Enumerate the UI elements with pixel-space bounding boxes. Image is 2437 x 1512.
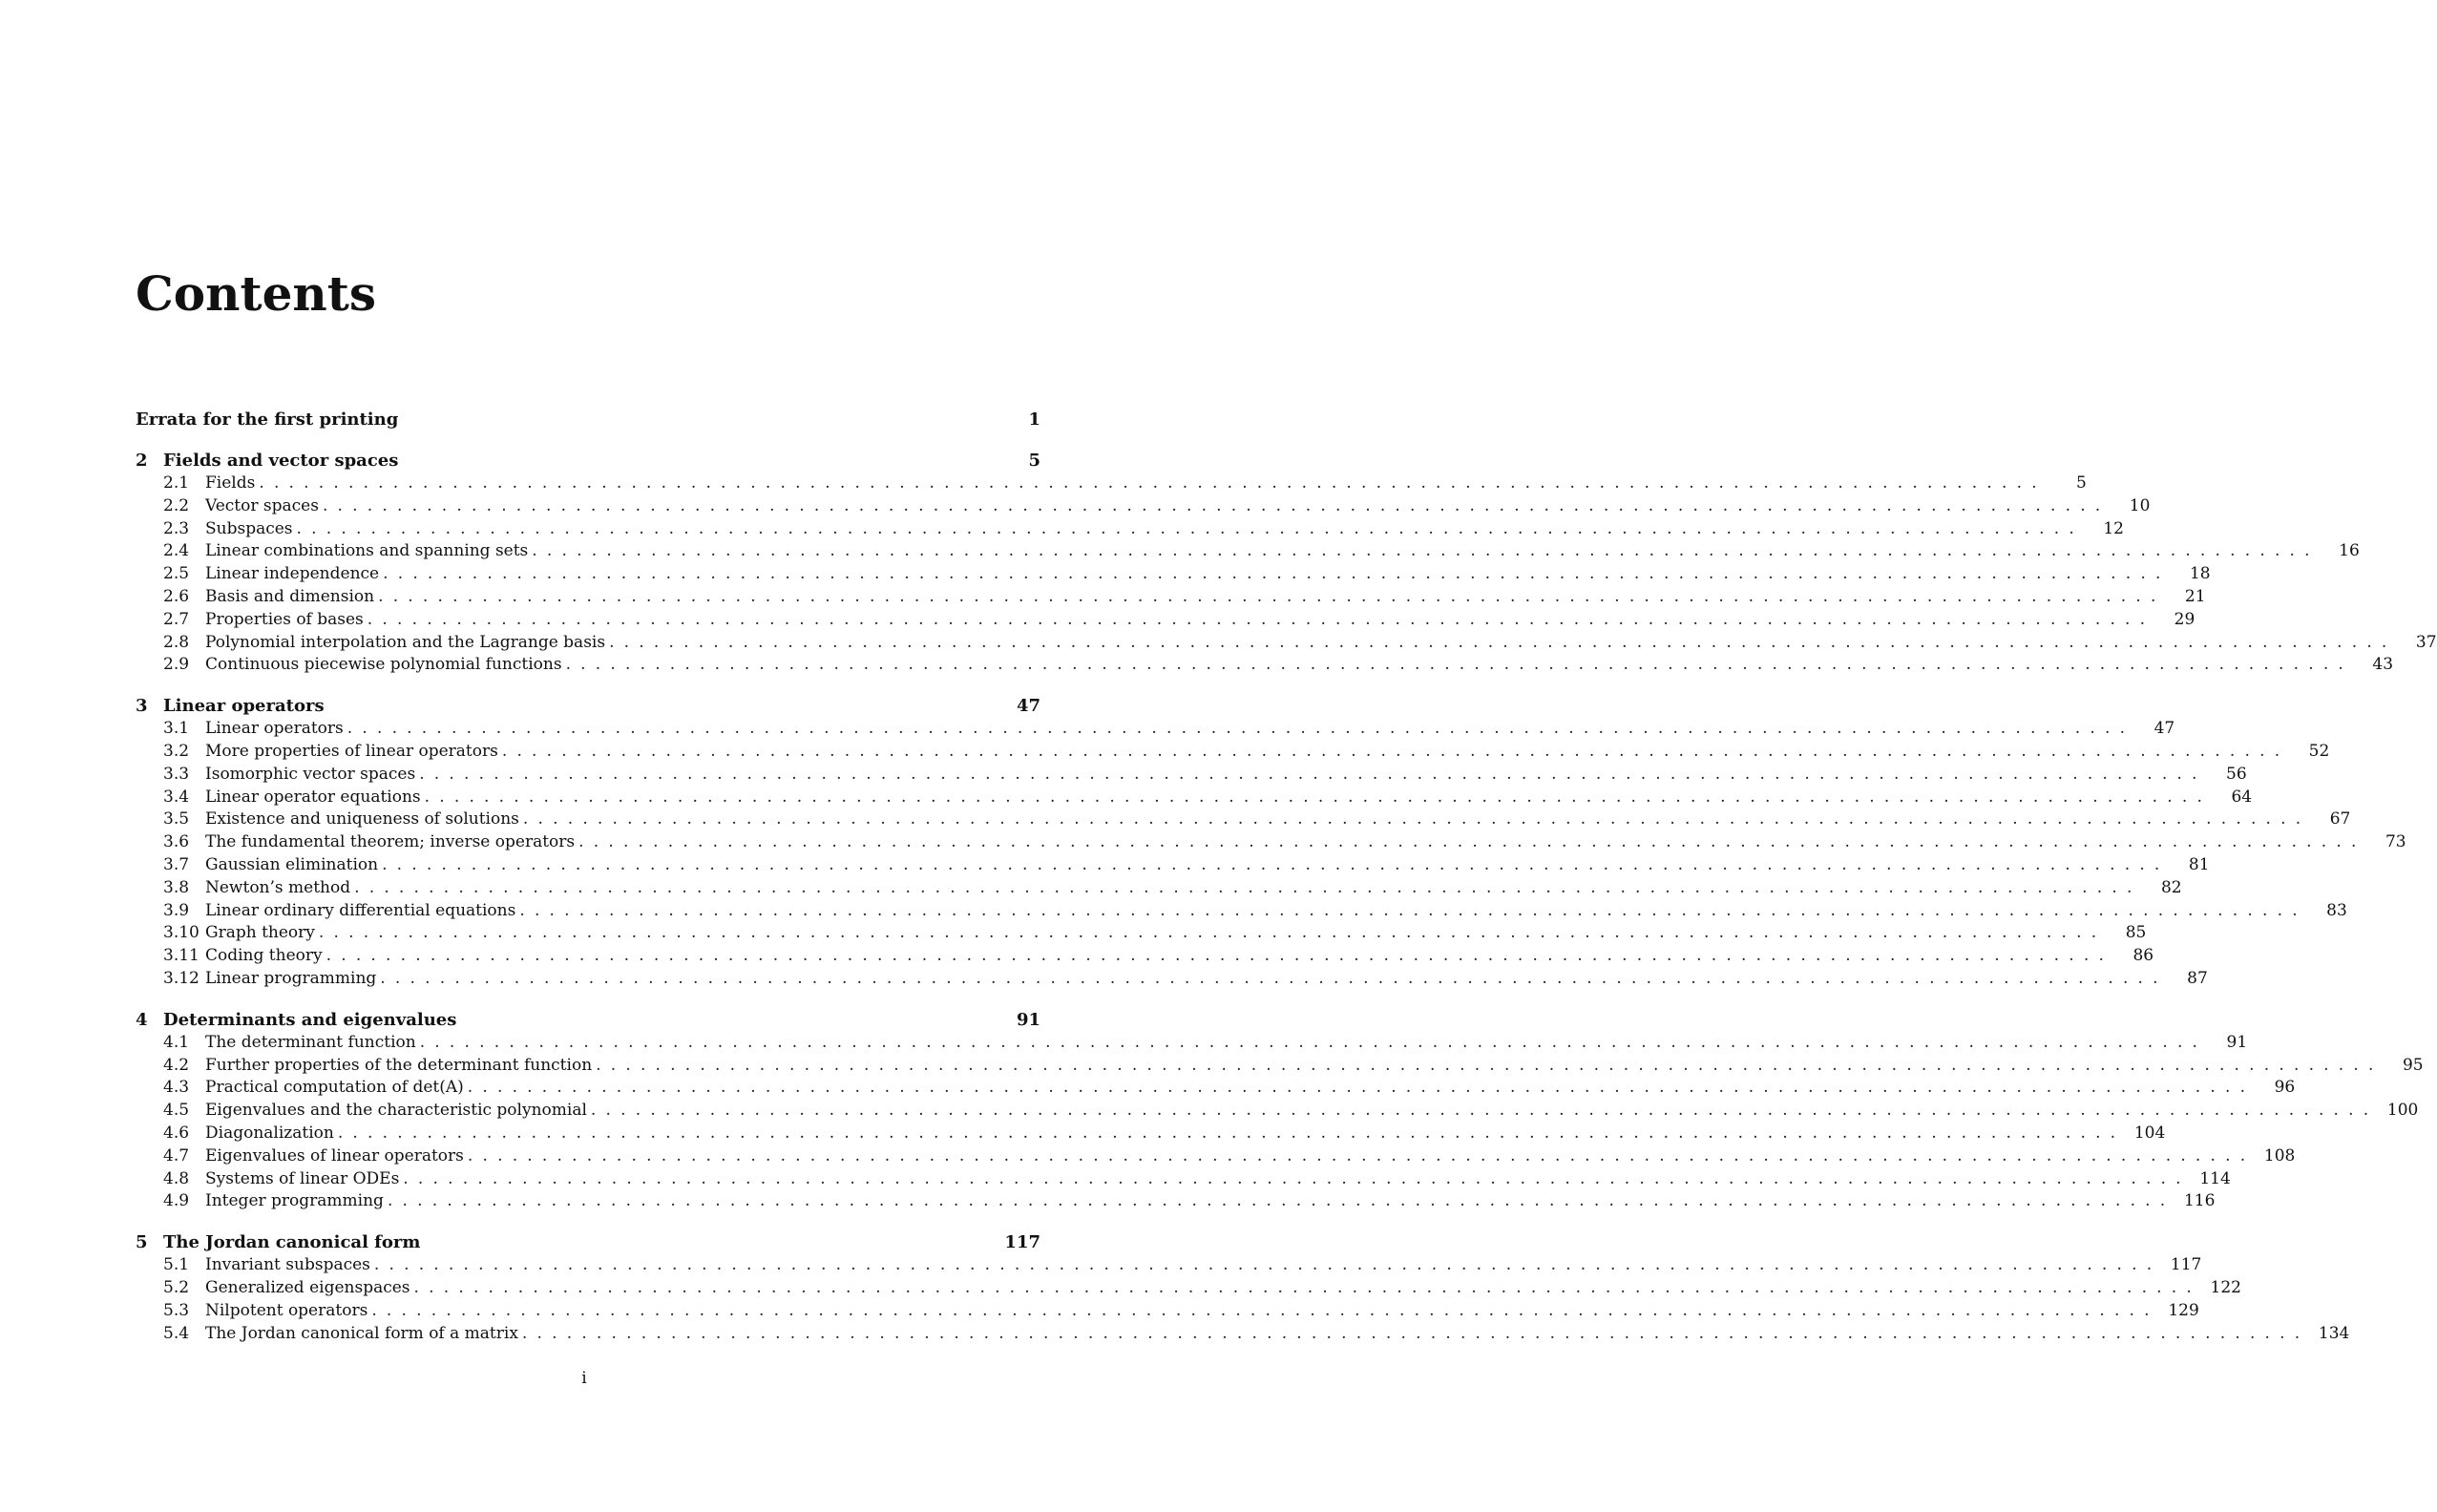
section-page: 16: [2339, 541, 2360, 561]
section-page: 134: [2318, 1323, 2350, 1343]
section-title: Properties of bases: [205, 609, 364, 629]
section-title: Existence and uniqueness of solutions: [205, 809, 519, 830]
toc-section-entry[interactable]: [136, 945, 2154, 968]
section-title: Subspaces: [205, 518, 293, 538]
chapter-title: The Jordan canonical form: [163, 1232, 421, 1253]
toc-chapter-entry[interactable]: [136, 1009, 1040, 1032]
toc-section-entry[interactable]: [136, 1323, 2350, 1346]
dot-leader: ........................................................................................................................: [367, 609, 2155, 629]
toc-chapter-entry[interactable]: [136, 1231, 1040, 1254]
dot-leader: ........................................................................................................................: [501, 741, 2290, 761]
dot-leader: ........................................................................................................................: [424, 787, 2213, 807]
section-number: 2.1: [163, 473, 190, 493]
toc-section-entry[interactable]: [136, 1190, 2216, 1213]
toc-section-entry[interactable]: [136, 900, 2347, 923]
dot-leader: ........................................................................................................................: [373, 1255, 2162, 1275]
section-number: 3.4: [163, 787, 190, 807]
section-number: 3.7: [163, 854, 190, 874]
section-page: 96: [2274, 1078, 2296, 1098]
section-number: 5.2: [163, 1277, 190, 1297]
chapter-title: Linear operators: [163, 696, 325, 717]
section-title: Systems of linear ODEs: [205, 1168, 400, 1188]
section-title: Polynomial interpolation and the Lagrange basis: [205, 632, 606, 652]
toc-chapter: [136, 409, 1040, 431]
section-page: 73: [2384, 832, 2406, 852]
dot-leader: ........................................................................................................................: [419, 764, 2207, 784]
section-number: 4.6: [163, 1123, 190, 1143]
section-page: 64: [2231, 787, 2253, 807]
page-title: Contents: [136, 265, 377, 322]
section-number: 2.9: [163, 655, 190, 675]
toc-section-entry[interactable]: [136, 1032, 2248, 1055]
section-title: Linear combinations and spanning sets: [205, 541, 529, 561]
dot-leader: ........................................................................................................................: [578, 832, 2366, 852]
dot-leader: ........................................................................................................................: [532, 541, 2320, 561]
section-title: Integer programming: [205, 1191, 384, 1211]
dot-leader: ........................................................................................................................: [383, 564, 2171, 584]
toc-section-entry[interactable]: [136, 609, 2195, 632]
section-number: 4.3: [163, 1078, 190, 1098]
chapter-number: 2: [136, 451, 148, 471]
dot-leader: ........................................................................................................................: [419, 1032, 2208, 1052]
toc-section-entry[interactable]: [136, 968, 2208, 991]
section-page: 47: [2153, 719, 2175, 739]
section-number: 3.5: [163, 809, 190, 830]
section-number: 3.9: [163, 900, 190, 920]
section-page: 37: [2415, 632, 2437, 652]
dot-leader: ........................................................................................................................: [259, 473, 2047, 493]
toc-section-entry[interactable]: [136, 654, 2394, 677]
toc-chapter: [136, 695, 2406, 991]
toc-section-entry[interactable]: [136, 472, 2087, 495]
section-number: 2.6: [163, 586, 190, 606]
toc-chapter-entry[interactable]: [136, 450, 1040, 472]
dot-leader: ........................................................................................................................: [326, 946, 2114, 966]
section-page: 43: [2372, 655, 2394, 675]
toc-section-entry[interactable]: [136, 1055, 2424, 1078]
section-title: Invariant subspaces: [205, 1255, 370, 1275]
section-title: Linear independence: [205, 564, 380, 584]
chapter-page: 117: [1004, 1232, 1040, 1253]
toc-section-entry[interactable]: [136, 1277, 2241, 1300]
toc-section-entry[interactable]: [136, 632, 2437, 655]
section-page: 100: [2386, 1101, 2419, 1121]
section-number: 3.11: [163, 946, 200, 966]
section-number: 3.12: [163, 968, 200, 988]
section-number: 3.2: [163, 741, 190, 761]
section-title: Diagonalization: [205, 1123, 334, 1143]
section-page: 122: [2210, 1277, 2241, 1297]
dot-leader: ........................................................................................................................: [467, 1145, 2256, 1166]
toc-section-entry[interactable]: [136, 808, 2351, 831]
section-number: 5.3: [163, 1300, 190, 1320]
section-title: Linear ordinary differential equations: [205, 900, 516, 920]
section-title: Linear operator equations: [205, 787, 421, 807]
section-page: 86: [2132, 946, 2154, 966]
section-number: 5.1: [163, 1255, 190, 1275]
dot-leader: ........................................................................................................................: [382, 854, 2170, 874]
section-number: 2.3: [163, 518, 190, 538]
dot-leader: ........................................................................................................................: [590, 1101, 2379, 1121]
section-title: Practical computation of det(A): [205, 1078, 464, 1098]
chapter-number: 3: [136, 696, 148, 717]
section-title: Fields: [205, 473, 256, 493]
toc-section-entry[interactable]: [136, 854, 2210, 877]
toc-chapter: [136, 450, 2437, 677]
toc-section-entry[interactable]: [136, 718, 2175, 741]
toc-chapter-entry[interactable]: [136, 695, 1040, 718]
section-title: The determinant function: [205, 1032, 416, 1052]
section-title: The fundamental theorem; inverse operators: [205, 832, 576, 852]
section-page: 21: [2184, 586, 2206, 606]
section-number: 4.2: [163, 1055, 190, 1075]
section-page: 91: [2226, 1032, 2248, 1052]
dot-leader: ........................................................................................................................: [413, 1277, 2201, 1297]
dot-leader: ........................................................................................................................: [387, 1191, 2175, 1211]
section-number: 3.10: [163, 923, 200, 943]
dot-leader: ........................................................................................................................: [354, 877, 2142, 897]
dot-leader: ........................................................................................................................: [378, 586, 2166, 606]
section-title: Newton’s method: [205, 877, 351, 897]
toc-section-entry[interactable]: [136, 1300, 2199, 1323]
section-page: 83: [2326, 900, 2347, 920]
dot-leader: ........................................................................................................................: [371, 1300, 2159, 1320]
dot-leader: ........................................................................................................................: [403, 1168, 2191, 1188]
section-title: Continuous piecewise polynomial functions: [205, 655, 562, 675]
section-page: 12: [2103, 518, 2124, 538]
chapter-title: Errata for the first printing: [136, 410, 399, 430]
section-page: 52: [2308, 741, 2330, 761]
section-page: 82: [2160, 877, 2182, 897]
section-number: 5.4: [163, 1323, 190, 1343]
section-title: More properties of linear operators: [205, 741, 498, 761]
dot-leader: ........................................................................................................................: [380, 968, 2168, 988]
section-page: 18: [2189, 564, 2211, 584]
toc-section-entry[interactable]: [136, 787, 2253, 809]
table-of-contents: [136, 409, 2437, 1363]
section-title: Generalized eigenspaces: [205, 1277, 410, 1297]
section-page: 29: [2174, 609, 2195, 629]
section-number: 4.9: [163, 1191, 190, 1211]
section-number: 4.1: [163, 1032, 190, 1052]
section-number: 3.8: [163, 877, 190, 897]
section-page: 87: [2187, 968, 2208, 988]
section-title: Gaussian elimination: [205, 854, 379, 874]
section-number: 2.7: [163, 609, 190, 629]
toc-section-entry[interactable]: [136, 586, 2206, 609]
section-page: 116: [2183, 1191, 2216, 1211]
toc-chapter: [136, 1009, 2424, 1213]
section-title: Graph theory: [205, 923, 315, 943]
dot-leader: ........................................................................................................................: [522, 809, 2311, 830]
toc-section-entry[interactable]: [136, 764, 2247, 787]
chapter-page: 1: [1028, 410, 1040, 430]
toc-section-entry[interactable]: [136, 495, 2151, 518]
toc-section-entry[interactable]: [136, 831, 2406, 854]
chapter-title: Fields and vector spaces: [163, 451, 399, 471]
section-page: 117: [2170, 1255, 2202, 1275]
section-page: 67: [2329, 809, 2351, 830]
dot-leader: ........................................................................................................................: [521, 1323, 2310, 1343]
dot-leader: ........................................................................................................................: [609, 632, 2397, 652]
dot-leader: ........................................................................................................................: [347, 719, 2135, 739]
dot-leader: ........................................................................................................................: [565, 655, 2354, 675]
toc-section-entry[interactable]: [136, 1100, 2419, 1123]
toc-section-entry[interactable]: [136, 1145, 2296, 1168]
toc-chapter: [136, 1231, 2350, 1345]
section-page: 104: [2133, 1123, 2166, 1143]
chapter-page: 91: [1016, 1009, 1040, 1030]
section-number: 3.6: [163, 832, 190, 852]
chapter-page: 47: [1016, 696, 1040, 717]
section-title: Eigenvalues of linear operators: [205, 1145, 464, 1166]
toc-section-entry[interactable]: [136, 1077, 2296, 1100]
section-number: 4.5: [163, 1101, 190, 1121]
section-title: Nilpotent operators: [205, 1300, 368, 1320]
toc-section-entry[interactable]: [136, 741, 2330, 764]
section-page: 129: [2168, 1300, 2199, 1320]
section-page: 95: [2402, 1055, 2424, 1075]
section-page: 10: [2129, 495, 2151, 515]
chapter-number: 5: [136, 1232, 148, 1253]
section-title: Eigenvalues and the characteristic polynomial: [205, 1101, 587, 1121]
section-title: Coding theory: [205, 946, 323, 966]
toc-section-entry[interactable]: [136, 922, 2147, 945]
dot-leader: ........................................................................................................................: [337, 1123, 2126, 1143]
section-page: 56: [2226, 764, 2247, 784]
toc-section-entry[interactable]: [136, 1254, 2202, 1277]
chapter-number: 4: [136, 1009, 148, 1030]
section-title: Basis and dimension: [205, 586, 375, 606]
section-number: 3.3: [163, 764, 190, 784]
toc-section-entry[interactable]: [136, 563, 2211, 586]
section-number: 4.8: [163, 1168, 190, 1188]
section-page: 5: [2075, 473, 2087, 493]
section-title: Linear operators: [205, 719, 344, 739]
toc-section-entry[interactable]: [136, 877, 2182, 900]
dot-leader: ........................................................................................................................: [296, 518, 2084, 538]
dot-leader: ........................................................................................................................: [596, 1055, 2384, 1075]
chapter-page: 5: [1028, 451, 1040, 471]
section-title: Linear programming: [205, 968, 377, 988]
section-page: 114: [2199, 1168, 2231, 1188]
chapter-title: Determinants and eigenvalues: [163, 1009, 457, 1030]
section-page: 81: [2188, 854, 2210, 874]
dot-leader: ........................................................................................................................: [519, 900, 2307, 920]
toc-section-entry[interactable]: [136, 1168, 2231, 1191]
section-number: 2.8: [163, 632, 190, 652]
toc-section-entry[interactable]: [136, 1123, 2166, 1145]
section-number: 2.4: [163, 541, 190, 561]
section-number: 2.2: [163, 495, 190, 515]
section-page: 108: [2263, 1145, 2296, 1166]
toc-section-entry[interactable]: [136, 518, 2124, 541]
dot-leader: ........................................................................................................................: [467, 1078, 2256, 1098]
section-title: Further properties of the determinant function: [205, 1055, 593, 1075]
section-number: 4.7: [163, 1145, 190, 1166]
section-number: 2.5: [163, 564, 190, 584]
section-title: Vector spaces: [205, 495, 319, 515]
section-page: 85: [2125, 923, 2147, 943]
dot-leader: ........................................................................................................................: [318, 923, 2107, 943]
page-number: i: [581, 1369, 587, 1388]
section-title: The Jordan canonical form of a matrix: [205, 1323, 518, 1343]
section-title: Isomorphic vector spaces: [205, 764, 416, 784]
toc-section-entry[interactable]: [136, 540, 2360, 563]
dot-leader: ........................................................................................................................: [322, 495, 2111, 515]
toc-chapter-entry[interactable]: [136, 409, 1040, 431]
section-number: 3.1: [163, 719, 190, 739]
